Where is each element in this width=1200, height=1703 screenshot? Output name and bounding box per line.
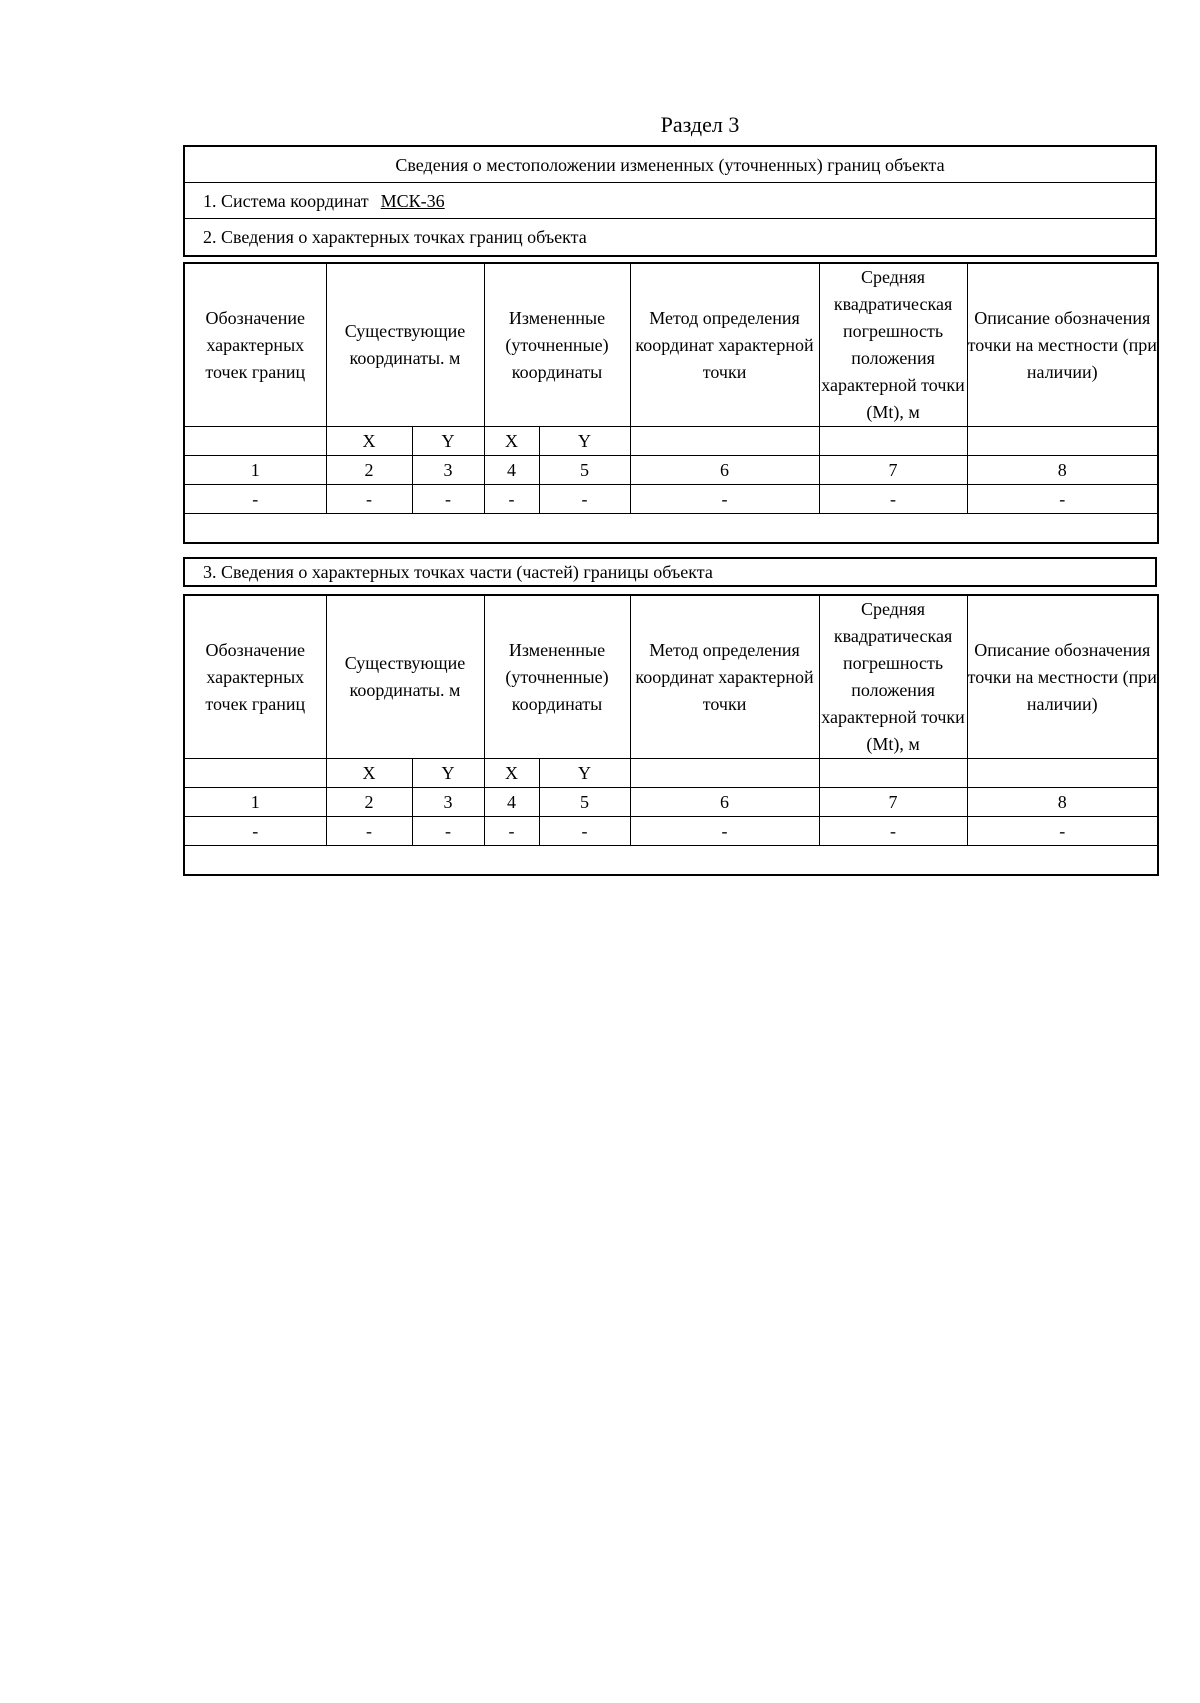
section3-title: 3. Сведения о характерных точках части (частей) границы объекта xyxy=(183,557,1157,587)
sub-empty xyxy=(184,427,326,456)
sub-y-changed: Y xyxy=(539,427,630,456)
section-heading: Сведения о местоположении измененных (уточненных) границ объекта xyxy=(185,147,1155,183)
dash-cell: - xyxy=(819,817,967,846)
col-number: 1 xyxy=(184,456,326,485)
sub-x-existing: X xyxy=(326,759,412,788)
col-number: 3 xyxy=(412,788,484,817)
sub-empty xyxy=(630,759,819,788)
col-number: 5 xyxy=(539,456,630,485)
col-number: 4 xyxy=(484,456,539,485)
col-number: 7 xyxy=(819,456,967,485)
sub-x-existing: X xyxy=(326,427,412,456)
sub-empty xyxy=(819,759,967,788)
sub-empty xyxy=(184,759,326,788)
empty-row xyxy=(184,514,1158,544)
sub-empty xyxy=(967,427,1158,456)
sub-empty xyxy=(967,759,1158,788)
header-error: Средняя квадратическая погрешность положения характерной точки (Mt), м xyxy=(819,263,967,427)
dash-cell: - xyxy=(967,485,1158,514)
header-designation: Обозначение характерных точек границ xyxy=(184,595,326,759)
header-method: Метод определения координат характерной точки xyxy=(630,595,819,759)
dash-cell: - xyxy=(484,817,539,846)
dash-cell: - xyxy=(630,485,819,514)
col-number: 3 xyxy=(412,456,484,485)
dash-cell: - xyxy=(484,485,539,514)
dash-cell: - xyxy=(539,817,630,846)
col-number: 5 xyxy=(539,788,630,817)
coord-system-value: МСК-36 xyxy=(380,191,445,211)
sub-y-existing: Y xyxy=(412,759,484,788)
header-method: Метод определения координат характерной точки xyxy=(630,263,819,427)
sub-empty xyxy=(630,427,819,456)
dash-cell: - xyxy=(412,817,484,846)
dash-cell: - xyxy=(326,485,412,514)
header-changed-coords: Измененные (уточненные) координаты xyxy=(484,263,630,427)
sub-empty xyxy=(819,427,967,456)
dash-cell: - xyxy=(630,817,819,846)
dash-cell: - xyxy=(412,485,484,514)
dash-cell: - xyxy=(539,485,630,514)
col-number: 4 xyxy=(484,788,539,817)
sub-y-changed: Y xyxy=(539,759,630,788)
col-number: 2 xyxy=(326,788,412,817)
header-designation: Обозначение характерных точек границ xyxy=(184,263,326,427)
dash-cell: - xyxy=(184,817,326,846)
points-table-1 xyxy=(183,262,1159,544)
dash-cell: - xyxy=(326,817,412,846)
header-description: Описание обозначения точки на местности (при наличии) xyxy=(967,263,1158,427)
coord-system-row xyxy=(185,183,1155,219)
header-existing-coords: Существующие координаты. м xyxy=(326,263,484,427)
col-number: 6 xyxy=(630,788,819,817)
header-changed-coords: Измененные (уточненные) координаты xyxy=(484,595,630,759)
empty-row xyxy=(184,846,1158,876)
col-number: 2 xyxy=(326,456,412,485)
col-number: 7 xyxy=(819,788,967,817)
header-description: Описание обозначения точки на местности (при наличии) xyxy=(967,595,1158,759)
header-existing-coords: Существующие координаты. м xyxy=(326,595,484,759)
header-error: Средняя квадратическая погрешность положения характерной точки (Mt), м xyxy=(819,595,967,759)
col-number: 8 xyxy=(967,456,1158,485)
points-table-2 xyxy=(183,594,1159,876)
section2-title: 2. Сведения о характерных точках границ объекта xyxy=(203,227,587,247)
sub-x-changed: X xyxy=(484,759,539,788)
dash-cell: - xyxy=(819,485,967,514)
col-number: 8 xyxy=(967,788,1158,817)
col-number: 1 xyxy=(184,788,326,817)
sub-y-existing: Y xyxy=(412,427,484,456)
dash-cell: - xyxy=(184,485,326,514)
dash-cell: - xyxy=(967,817,1158,846)
page-title: Раздел 3 xyxy=(660,112,740,137)
sub-x-changed: X xyxy=(484,427,539,456)
info-box xyxy=(183,145,1157,257)
coord-system-label: 1. Система координат xyxy=(203,191,369,211)
col-number: 6 xyxy=(630,456,819,485)
